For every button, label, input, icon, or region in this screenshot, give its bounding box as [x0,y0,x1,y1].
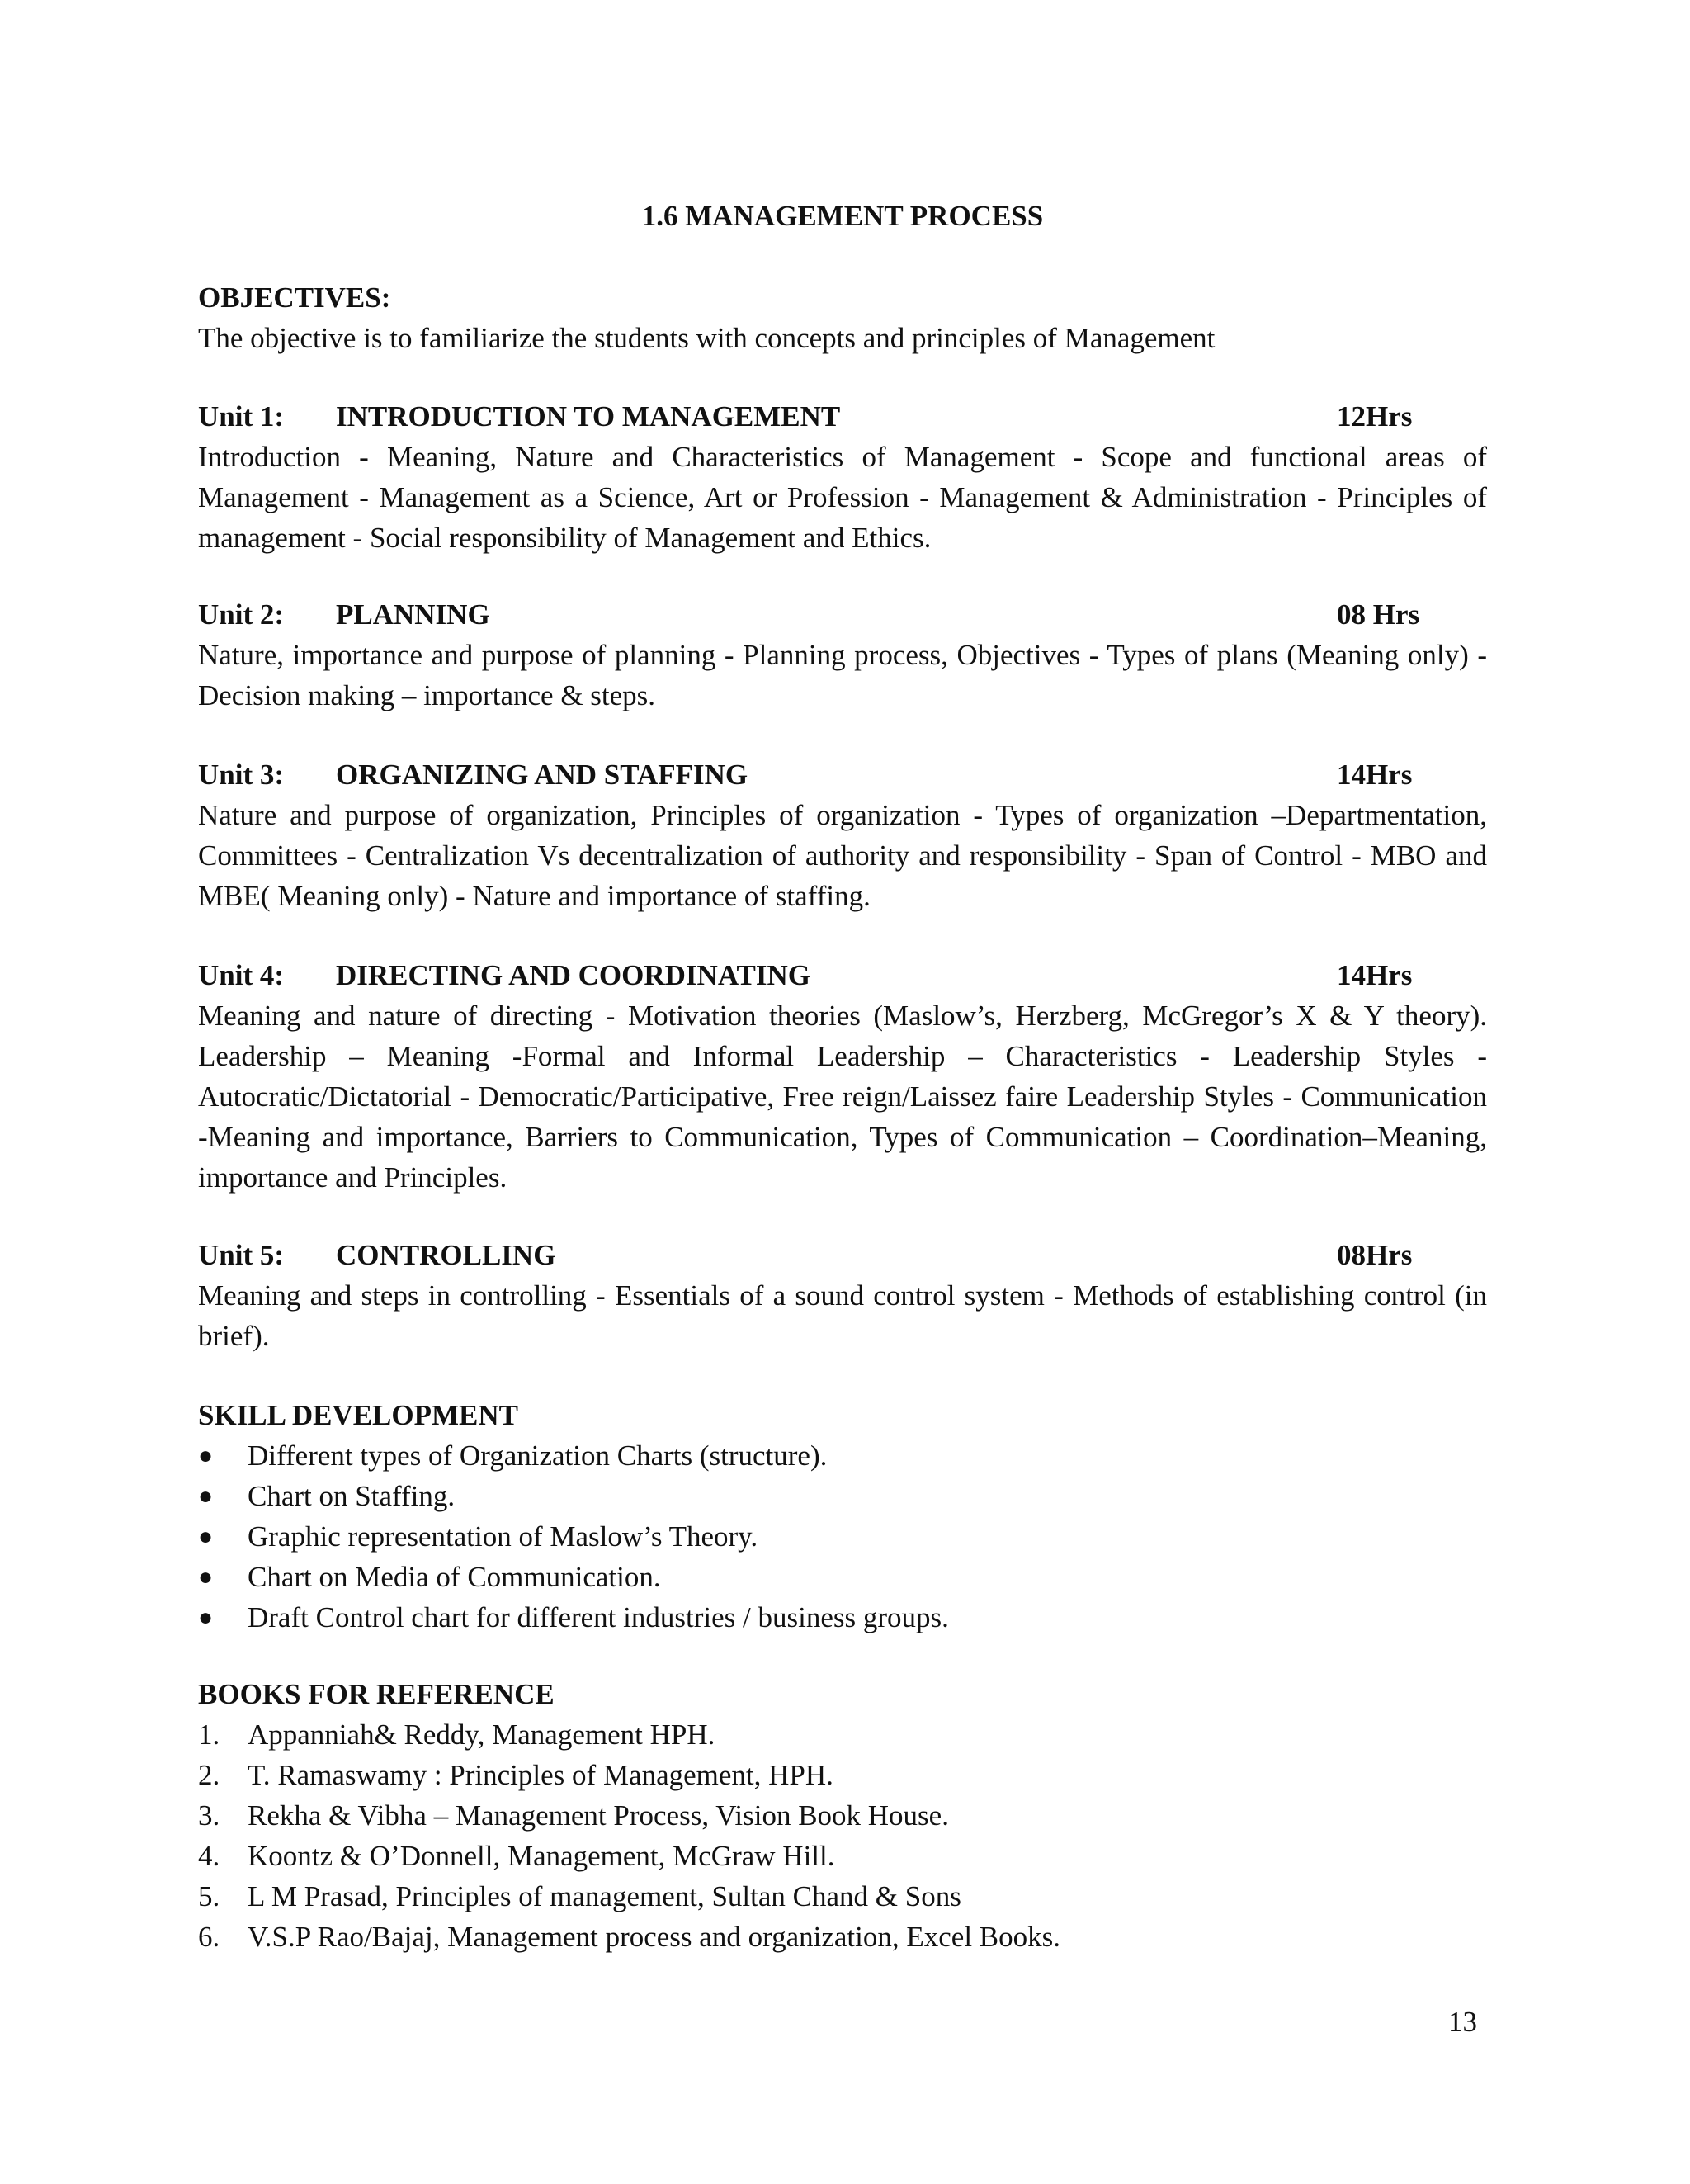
unit-2-header [198,594,1487,635]
skill-item-text: Chart on Media of Communication. [248,1561,661,1593]
book-list-item [198,1836,1487,1876]
bullet-icon: ● [198,1604,214,1631]
skill-item-text: Graphic representation of Maslow’s Theory. [248,1520,758,1553]
book-text: Koontz & O’Donnell, Management, McGraw Hill. [248,1840,835,1872]
unit-5-section [198,1235,1487,1356]
bullet-icon: ● [198,1482,214,1510]
unit-2-section [198,594,1487,716]
unit-1-header [198,396,1487,437]
books-list [198,1714,1487,1957]
book-text: T. Ramaswamy : Principles of Management, HPH. [248,1759,833,1791]
unit-4-hours: 14Hrs [1337,959,1413,991]
book-list-item [198,1795,1487,1836]
unit-2-content: Nature, importance and purpose of planning - Planning process, Objectives - Types of plans (Meaning only) - Decision making – importance & steps. [198,639,1487,711]
objectives-section [198,277,1487,358]
bullet-icon: ● [198,1442,214,1469]
books-section [198,1674,1487,1957]
book-text: Appanniah& Reddy, Management HPH. [248,1718,715,1751]
unit-4-title: DIRECTING AND COORDINATING [336,959,810,991]
skill-list-item [198,1557,1487,1597]
unit-3-section [198,754,1487,916]
book-number: 4. [198,1840,220,1872]
bullet-icon: ● [198,1523,214,1550]
skill-item-text: Draft Control chart for different industries / business groups. [248,1601,949,1633]
unit-2-hours: 08 Hrs [1337,598,1420,631]
unit-5-hours: 08Hrs [1337,1239,1413,1271]
book-text: L M Prasad, Principles of management, Sultan Chand & Sons [248,1880,961,1912]
book-list-item [198,1755,1487,1795]
skill-list-item [198,1476,1487,1516]
skill-item-text: Different types of Organization Charts (structure). [248,1439,828,1472]
skill-list-item [198,1597,1487,1638]
unit-1-number: Unit 1: [198,400,285,433]
skill-list-item [198,1435,1487,1476]
unit-3-hours: 14Hrs [1337,759,1413,791]
unit-4-content: Meaning and nature of directing - Motivation theories (Maslow’s, Herzberg, McGregor’s X & Y theory). Leadership – Meaning -Formal and Informal Leadership – Characteristics - Leadership Styles - Autocratic/Dictatorial - Democratic/Participative, Free reign/Laissez faire Leadership Styles - Communication -Meaning and importance, Barriers to Communication, Types of Communication – Coordination–Meaning, importance and Principles. [198,1000,1487,1194]
unit-3-title: ORGANIZING AND STAFFING [336,759,748,791]
book-number: 5. [198,1880,220,1912]
book-number: 1. [198,1718,220,1751]
bullet-icon: ● [198,1563,214,1591]
unit-3-number: Unit 3: [198,759,285,791]
skill-list-item [198,1516,1487,1557]
unit-5-content: Meaning and steps in controlling - Essentials of a sound control system - Methods of establishing control (in brief). [198,1279,1487,1352]
book-number: 2. [198,1759,220,1791]
book-text: Rekha & Vibha – Management Process, Vision Book House. [248,1799,949,1832]
unit-5-number: Unit 5: [198,1239,285,1271]
unit-2-title: PLANNING [336,598,490,631]
books-heading: BOOKS FOR REFERENCE [198,1678,555,1710]
skill-development-heading: SKILL DEVELOPMENT [198,1399,519,1431]
book-list-item [198,1917,1487,1957]
objectives-text: The objective is to familiarize the students with concepts and principles of Management [198,322,1216,354]
unit-3-header [198,754,1487,795]
unit-1-hours: 12Hrs [1337,400,1413,433]
unit-1-section [198,396,1487,558]
book-list-item [198,1876,1487,1917]
unit-4-section [198,955,1487,1198]
unit-5-header [198,1235,1487,1275]
book-number: 6. [198,1921,220,1953]
skill-list [198,1435,1487,1638]
book-list-item [198,1714,1487,1755]
unit-1-content: Introduction - Meaning, Nature and Characteristics of Management - Scope and functional areas of Management - Management as a Science, Art or Profession - Management & Administration - Principles of management - Social responsibility of Management and Ethics. [198,441,1487,554]
unit-5-title: CONTROLLING [336,1239,556,1271]
unit-2-number: Unit 2: [198,598,285,631]
skill-development-section [198,1395,1487,1638]
book-number: 3. [198,1799,220,1832]
unit-4-header [198,955,1487,995]
unit-4-number: Unit 4: [198,959,285,991]
skill-item-text: Chart on Staffing. [248,1480,456,1512]
unit-1-title: INTRODUCTION TO MANAGEMENT [336,400,841,433]
unit-3-content: Nature and purpose of organization, Principles of organization - Types of organization –Departmentation, Committees - Centralization Vs decentralization of authority and responsibility - Span of Control - MBO and MBE( Meaning only) - Nature and importance of staffing. [198,799,1487,912]
page-number: 13 [1448,2006,1477,2038]
page-title: 1.6 MANAGEMENT PROCESS [641,200,1044,232]
objectives-heading: OBJECTIVES: [198,281,391,314]
book-text: V.S.P Rao/Bajaj, Management process and organization, Excel Books. [248,1921,1061,1953]
